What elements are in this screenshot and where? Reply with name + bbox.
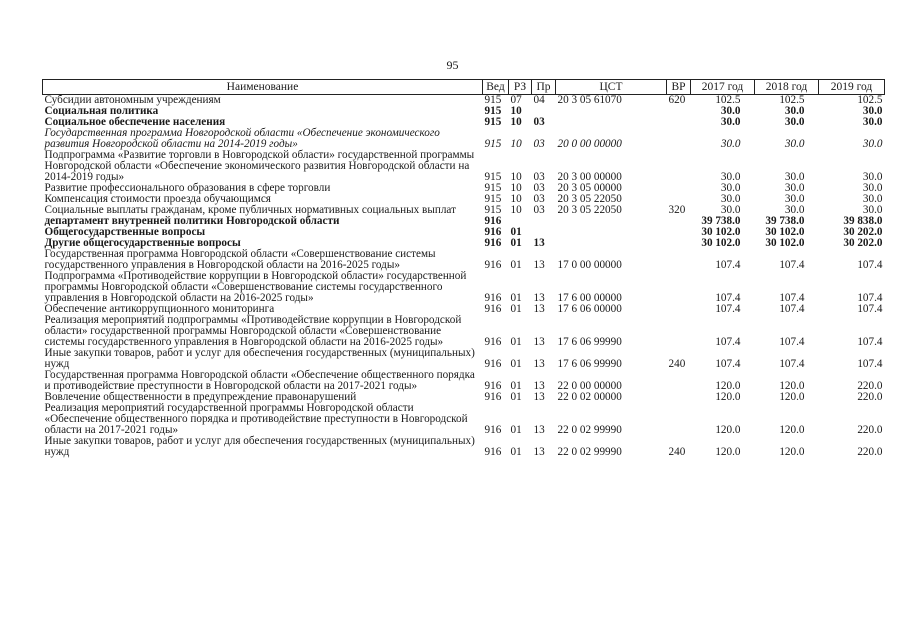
cell-rz: 10 [510,105,522,117]
cell-ved: 916 [484,226,502,238]
cell-2019: 30.0 [862,204,883,216]
cell-pr: 13 [533,237,545,249]
cell-2019: 107.4 [857,336,883,348]
cell-rz: 01 [510,358,522,370]
budget-table-container [42,79,884,458]
cell-vr [667,128,691,150]
cell-rz: 07 [510,94,522,106]
cell-cst: 17 6 00 00000 [557,292,622,304]
cell-vr [667,183,691,194]
cell-vr [667,106,691,117]
cell-rz: 01 [510,391,522,403]
cell-2018: 39 738.0 [765,215,805,227]
cell-rz: 01 [510,303,522,315]
cell-cst: 22 0 02 00000 [557,391,622,403]
cell-pr: 13 [533,259,545,271]
cell-2017: 30.0 [720,171,741,183]
cell-2017: 30.0 [720,116,741,128]
header-2017: 2017 год [691,80,755,95]
cell-rz: 10 [510,182,522,194]
cell-2019: 30 202.0 [843,226,883,238]
cell-cst: 17 6 06 00000 [557,303,622,315]
cell-pr: 03 [533,193,545,205]
cell-2017: 39 738.0 [701,215,741,227]
cell-2017: 120.0 [715,391,741,403]
cell-rz: 10 [510,204,522,216]
header-vr: ВР [667,80,691,95]
cell-ved: 916 [484,336,502,348]
budget-table [42,79,885,458]
cell-2019: 30.0 [862,171,883,183]
cell-cst: 20 0 00 00000 [557,138,622,150]
cell-name: Государственная программа Новгородской области «Совершенствование системы государственного управления в Новгородской области на 2016-2025 годы» [44,248,436,271]
cell-ved: 915 [484,94,502,106]
cell-ved: 916 [484,259,502,271]
cell-cst: 22 0 00 00000 [557,380,622,392]
cell-2019: 30.0 [862,182,883,194]
cell-2019: 30.0 [862,138,883,150]
cell-ved: 915 [484,182,502,194]
cell-2018: 30.0 [784,193,805,205]
cell-cst [556,238,667,249]
cell-vr: 320 [668,204,686,216]
cell-name: Вовлечение общественности в предупреждение правонарушений [44,391,357,403]
cell-pr: 04 [533,94,545,106]
header-pr: Пр [532,80,556,95]
cell-vr [667,392,691,403]
cell-pr: 03 [533,138,545,150]
header-2018: 2018 год [755,80,819,95]
header-ved: Вед [483,80,509,95]
cell-cst: 17 6 06 99990 [557,358,622,370]
cell-2017: 30 102.0 [701,237,741,249]
cell-cst: 22 0 02 99990 [557,424,622,436]
cell-2018: 107.4 [779,336,805,348]
cell-2019: 220.0 [857,391,883,403]
cell-rz: 01 [510,446,522,458]
cell-ved: 916 [484,292,502,304]
table-row [43,95,885,107]
cell-pr: 13 [533,446,545,458]
cell-cst [556,106,667,117]
cell-2019: 220.0 [857,446,883,458]
cell-rz: 10 [510,193,522,205]
cell-rz: 01 [510,259,522,271]
cell-vr [667,227,691,238]
cell-vr [667,249,691,271]
header-rz: РЗ [509,80,532,95]
cell-ved: 916 [484,380,502,392]
cell-2017: 107.4 [715,336,741,348]
cell-name: Субсидии автономным учреждениям [44,94,221,106]
cell-ved: 915 [484,204,502,216]
cell-vr [667,271,691,304]
cell-ved: 916 [484,446,502,458]
cell-ved: 915 [484,116,502,128]
cell-2018: 30 102.0 [765,226,805,238]
cell-name: Обеспечение антикоррупционного мониторинга [44,303,275,315]
cell-cst: 17 0 00 00000 [557,259,622,271]
cell-ved: 916 [484,215,502,227]
cell-pr: 13 [533,391,545,403]
cell-ved: 915 [484,105,502,117]
cell-pr: 03 [533,204,545,216]
cell-2017: 107.4 [715,292,741,304]
cell-vr: 240 [668,358,686,370]
cell-2017: 30.0 [720,182,741,194]
cell-name: Социальное обеспечение населения [44,116,226,128]
table-row [43,370,885,392]
cell-2017: 102.5 [715,94,741,106]
cell-2018: 107.4 [779,358,805,370]
cell-vr: 240 [668,446,686,458]
cell-name: Подпрограмма «Противодействие коррупции в Новгородской области» государственной программы Новгородской области «Совершенствование системы государственного управления в Новгородской области на 2016-2025 годы» [44,270,467,304]
header-cst: ЦСТ [556,80,667,95]
cell-vr [667,216,691,227]
cell-vr [667,238,691,249]
cell-2017: 107.4 [715,259,741,271]
cell-2019: 220.0 [857,380,883,392]
cell-2018: 107.4 [779,292,805,304]
cell-pr: 03 [533,182,545,194]
cell-rz: 01 [510,380,522,392]
cell-name: Другие общегосударственные вопросы [44,237,241,249]
cell-2017: 120.0 [715,380,741,392]
cell-cst [556,216,667,227]
cell-pr: 03 [533,171,545,183]
cell-ved: 916 [484,391,502,403]
cell-cst: 20 3 05 22050 [557,193,622,205]
table-row [43,403,885,436]
cell-2018: 30.0 [784,171,805,183]
cell-cst: 20 3 00 00000 [557,171,622,183]
cell-2018: 30.0 [784,138,805,150]
cell-ved: 915 [484,138,502,150]
cell-2019: 220.0 [857,424,883,436]
cell-2017: 30.0 [720,193,741,205]
cell-2017: 120.0 [715,446,741,458]
cell-vr [667,117,691,128]
cell-2019: 30.0 [862,193,883,205]
cell-name: Реализация мероприятий государственной программы Новгородской области «Обеспечение общественного порядка и противодействие преступности в Новгородской области на 2017-2021 годы» [44,402,468,436]
cell-vr [667,403,691,436]
cell-rz: 01 [510,226,522,238]
cell-2017: 30.0 [720,105,741,117]
cell-2019: 102.5 [857,94,883,106]
cell-vr [667,304,691,315]
cell-2018: 120.0 [779,424,805,436]
table-row [43,348,885,370]
cell-ved: 915 [484,171,502,183]
cell-cst: 20 3 05 22050 [557,204,622,216]
cell-vr: 620 [668,94,686,106]
cell-ved: 916 [484,424,502,436]
cell-2019: 30.0 [862,105,883,117]
table-row [43,315,885,348]
cell-name: Социальная политика [44,105,159,117]
cell-pr: 13 [533,380,545,392]
cell-vr [667,370,691,392]
cell-cst [556,227,667,238]
cell-cst: 20 3 05 61070 [557,94,622,106]
cell-2018: 30.0 [784,182,805,194]
cell-2017: 30 102.0 [701,226,741,238]
cell-2019: 107.4 [857,303,883,315]
table-body [43,95,885,459]
table-row [43,271,885,304]
cell-2019: 39 838.0 [843,215,883,227]
cell-pr: 13 [533,292,545,304]
cell-name: Иные закупки товаров, работ и услуг для обеспечения государственных (муниципальных) нужд [44,435,475,458]
cell-cst [556,117,667,128]
cell-rz: 01 [510,424,522,436]
header-2019: 2019 год [819,80,885,95]
cell-ved: 915 [484,193,502,205]
cell-name: Социальные выплаты гражданам, кроме публичных нормативных социальных выплат [44,204,456,216]
cell-name: Компенсация стоимости проезда обучающимся [44,193,271,205]
cell-name: Развитие профессионального образования в сфере торговли [44,182,331,194]
page-number: 95 [446,58,459,72]
cell-pr: 13 [533,424,545,436]
cell-2017: 107.4 [715,303,741,315]
table-row [43,150,885,183]
cell-pr [532,216,556,227]
table-row [43,128,885,150]
cell-rz: 01 [510,292,522,304]
cell-2018: 30.0 [784,116,805,128]
cell-2018: 120.0 [779,380,805,392]
cell-2019: 107.4 [857,292,883,304]
cell-2017: 30.0 [720,138,741,150]
cell-rz: 01 [510,336,522,348]
cell-pr: 13 [533,358,545,370]
cell-2018: 30 102.0 [765,237,805,249]
table-row [43,249,885,271]
cell-rz: 01 [510,237,522,249]
table-header-row [43,80,885,95]
cell-ved: 916 [484,237,502,249]
cell-name: Государственная программа Новгородской области «Обеспечение общественного порядка и противодействие преступности в Новгородской области на 2017-2021 годы» [44,369,475,392]
cell-2018: 120.0 [779,391,805,403]
cell-name: Государственная программа Новгородской области «Обеспечение экономического развития Новгородской области на 2014-2019 годы» [44,127,440,150]
cell-2018: 107.4 [779,259,805,271]
cell-name: Подпрограмма «Развитие торговли в Новгородской области» государственной программы Новгородской области «Обеспечение экономического развития Новгородской области на 2014-2019 годы» [44,149,475,183]
cell-2019: 30 202.0 [843,237,883,249]
cell-2018: 120.0 [779,446,805,458]
cell-vr [667,315,691,348]
cell-2019: 107.4 [857,259,883,271]
table-row [43,436,885,458]
cell-ved: 916 [484,358,502,370]
cell-rz: 10 [510,116,522,128]
cell-rz: 10 [510,138,522,150]
cell-name: Реализация мероприятий подпрограммы «Противодействие коррупции в Новгородской области» государственной программы Новгородской области «Совершенствование системы государственного управления в Новгородской области на 2016-2025 годы» [44,314,462,348]
cell-2018: 30.0 [784,105,805,117]
cell-pr: 03 [533,116,545,128]
cell-2018: 107.4 [779,303,805,315]
cell-ved: 916 [484,303,502,315]
cell-cst: 20 3 05 00000 [557,182,622,194]
cell-2019: 107.4 [857,358,883,370]
header-name: Наименование [43,80,483,95]
cell-2018: 102.5 [779,94,805,106]
cell-cst: 17 6 06 99990 [557,336,622,348]
cell-rz: 10 [510,171,522,183]
cell-pr: 13 [533,303,545,315]
cell-name: Общегосударственные вопросы [44,226,206,238]
cell-2017: 30.0 [720,204,741,216]
cell-2019: 30.0 [862,116,883,128]
cell-name: Иные закупки товаров, работ и услуг для обеспечения государственных (муниципальных) нужд [44,347,475,370]
cell-cst: 22 0 02 99990 [557,446,622,458]
cell-pr: 13 [533,336,545,348]
cell-vr [667,150,691,183]
cell-name: департамент внутренней политики Новгородской области [44,215,340,227]
cell-2018: 30.0 [784,204,805,216]
cell-2017: 120.0 [715,424,741,436]
cell-2017: 107.4 [715,358,741,370]
